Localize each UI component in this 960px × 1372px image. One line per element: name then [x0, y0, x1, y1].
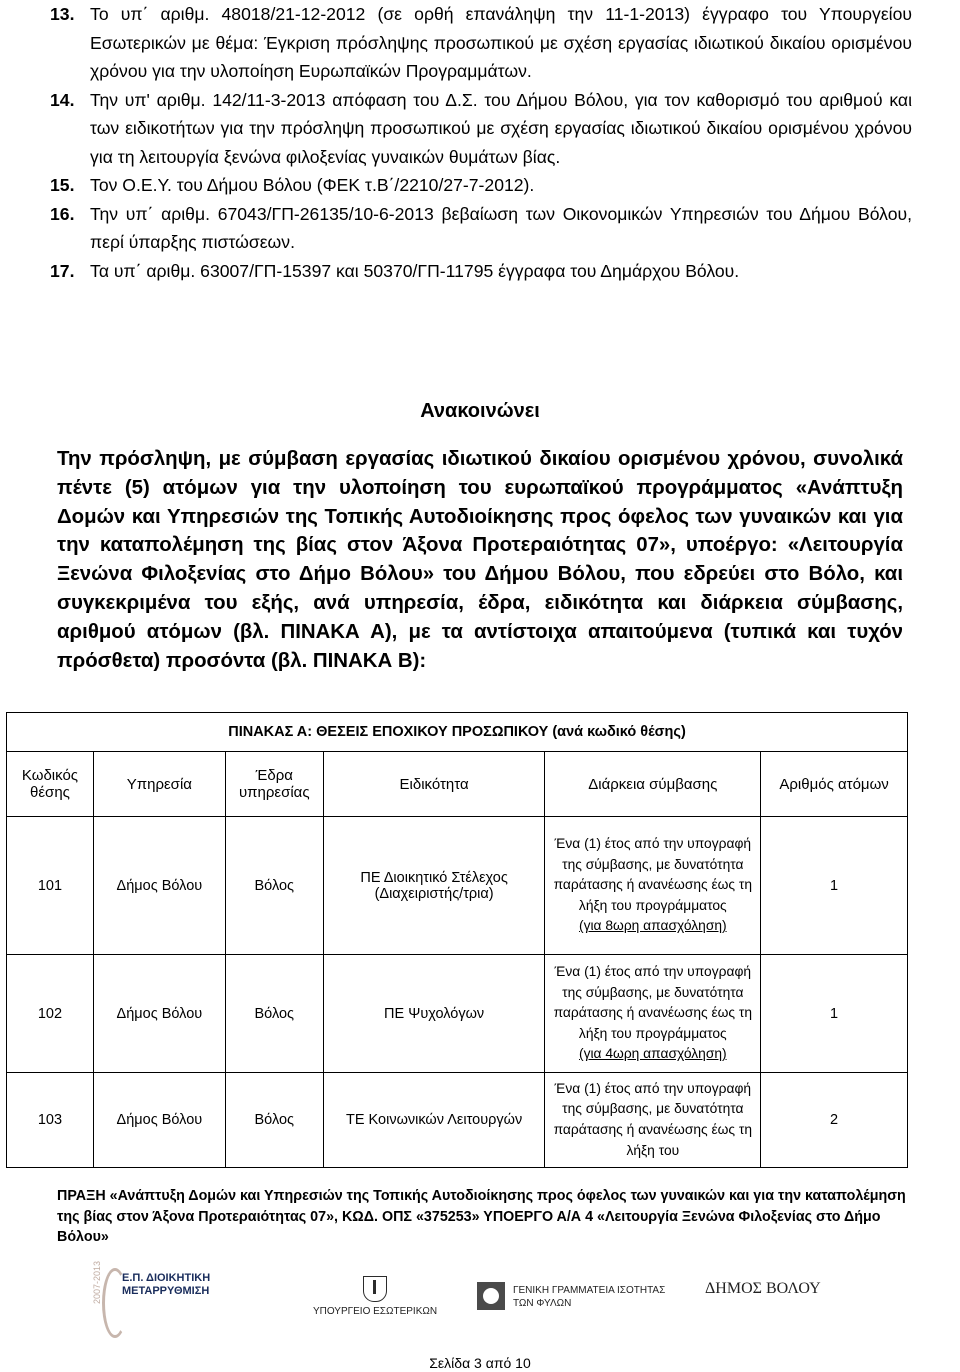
list-item-text: Το υπ΄ αριθμ. 48018/21-12-2012 (σε ορθή επανάληψη την 11-1-2013) έγγραφο του Υπουργείου Εσωτερικών με θέμα: Έγκριση πρόσληψης προσωπικού με σχέση εργασίας ιδιωτικού δικαίου ορισμένου χρόνου για την υλοποίηση Ευρωπαϊκών Προγραμμάτων. [90, 4, 912, 81]
list-item [50, 200, 912, 257]
list-item-number: 17. [50, 260, 75, 281]
list-item-number: 15. [50, 175, 75, 195]
cell-specialty: ΤΕ Κοινωνικών Λειτουργών [323, 1073, 545, 1168]
cell-code: 103 [7, 1073, 94, 1168]
table-header-row [7, 752, 908, 817]
table-title: ΠΙΝΑΚΑΣ Α: ΘΕΣΕΙΣ ΕΠΟΧΙΚΟΥ ΠΡΟΣΩΠΙΚΟΥ (ανά κωδικό θέσης) [7, 713, 908, 752]
list-item-text: Τα υπ΄ αριθμ. 63007/ΓΠ-15397 και 50370/ΓΠ-11795 έγγραφα του Δημάρχου Βόλου. [90, 260, 740, 281]
list-item-text: Την υπ΄ αριθμ. 67043/ΓΠ-26135/10-6-2013 βεβαίωση των Οικονομικών Υπηρεσιών του Δήμου Βόλου, περί ύπαρξης πιστώσεων. [90, 203, 912, 252]
header-code: Κωδικός θέσης [7, 752, 94, 817]
ministry-logo [300, 1276, 450, 1326]
gender-equality-logo [477, 1282, 677, 1322]
duration-text: Ένα (1) έτος από την υπογραφή της σύμβασης, με δυνατότητα παράτασης ή ανανέωσης έως τη λήξη του προγράμματος [553, 836, 753, 913]
list-item [50, 171, 912, 200]
cell-specialty: ΠΕ Ψυχολόγων [323, 955, 545, 1073]
positions-table [6, 712, 908, 1168]
legal-basis-list [50, 0, 912, 285]
announcement-title: Ανακοινώνει [420, 400, 540, 422]
header-duration: Διάρκεια σύμβασης [545, 752, 761, 817]
cell-service: Δήμος Βόλου [93, 955, 225, 1073]
cell-seat: Βόλος [225, 1073, 323, 1168]
cell-count: 2 [761, 1073, 908, 1168]
municipality-logo-text: ΔΗΜΟΣ ΒΟΛΟΥ [705, 1280, 821, 1297]
list-item-number: 13. [50, 4, 75, 24]
cell-duration [545, 955, 761, 1073]
ep-logo-text: Ε.Π. ΔΙΟΙΚΗΤΙΚΗ ΜΕΤΑΡΡΥΘΜΙΣΗ [122, 1272, 211, 1297]
cell-service: Δήμος Βόλου [93, 817, 225, 955]
list-item-text: Τον Ο.Ε.Υ. του Δήμου Βόλου (ΦΕΚ τ.Β΄/2210/27-7-2012). [90, 175, 535, 195]
list-item [50, 0, 912, 86]
gender-equality-label: ΓΕΝΙΚΗ ΓΡΑΜΜΑΤΕΙΑ ΙΣΟΤΗΤΑΣ ΤΩΝ ΦΥΛΩΝ [513, 1285, 666, 1309]
list-item [50, 257, 912, 286]
duration-note: (για 8ωρη απασχόληση) [579, 918, 727, 934]
header-seat: Έδρα υπηρεσίας [225, 752, 323, 817]
sponsor-logos [0, 1256, 960, 1336]
header-count: Αριθμός ατόμων [761, 752, 908, 817]
table-row [7, 955, 908, 1073]
cell-specialty: ΠΕ Διοικητικό Στέλεχος (Διαχειριστής/τρια) [323, 817, 545, 955]
crest-icon [363, 1276, 387, 1302]
list-item-text: Την υπ' αριθμ. 142/11-3-2013 απόφαση του Δ.Σ. του Δήμου Βόλου, για τον καθορισμό του αριθμού και των ειδικοτήτων για την πρόσληψη προσωπικού με σχέση εργασίας ιδιωτικού δικαίου ορισμένου χρόνου για τη λειτουργία ξενώνα φιλοξενίας γυναικών θυμάτων βίας. [90, 89, 912, 167]
list-item-number: 16. [50, 203, 75, 224]
cell-code: 102 [7, 955, 94, 1073]
duration-text: Ένα (1) έτος από την υπογραφή της σύμβασης, με δυνατότητα παράτασης ή ανανέωσης έως τη λήξη του [553, 1080, 753, 1158]
table-row [7, 817, 908, 955]
cell-count: 1 [761, 955, 908, 1073]
cell-duration [545, 817, 761, 955]
list-item [50, 86, 912, 172]
gender-equality-icon [477, 1282, 505, 1310]
cell-seat: Βόλος [225, 817, 323, 955]
page-number: Σελίδα 3 από 10 [429, 1355, 531, 1371]
ministry-label: ΥΠΟΥΡΓΕΙΟ ΕΣΩΤΕΡΙΚΩΝ [312, 1306, 438, 1317]
duration-text: Ένα (1) έτος από την υπογραφή της σύμβασης, με δυνατότητα παράτασης ή ανανέωσης έως τη λήξη του προγράμματος [553, 964, 753, 1041]
header-service: Υπηρεσία [93, 752, 225, 817]
cell-duration [545, 1073, 761, 1168]
announcement-body: Την πρόσληψη, με σύμβαση εργασίας ιδιωτικού δικαίου ορισμένου χρόνου, συνολικά πέντε (5) ατόμων για την υλοποίηση του ευρωπαϊκού προγράμματος «Ανάπτυξη Δομών και Υπηρεσιών της Τοπικής Αυτοδιοίκησης προς όφελος των γυναικών και για την καταπολέμηση της βίας στον Άξονα Προτεραιότητας 07», υποέργο: «Λειτουργία Ξενώνα Φιλοξενίας στο Δήμο Βόλου» του Δήμου Βόλου, που εδρεύει στο Βόλο, και συγκεκριμένα του εξής, ανά υπηρεσία, έδρα, ειδικότητα και διάρκεια σύμβασης, αριθμού ατόμων (βλ. ΠΙΝΑΚΑ Α), με τα αντίστοιχα απαιτούμενα (τυπικά και τυχόν πρόσθετα) προσόντα (βλ. ΠΙΝΑΚΑ Β): [57, 448, 903, 672]
cell-seat: Βόλος [225, 955, 323, 1073]
ep-years: 2007-2013 [92, 1260, 102, 1304]
cell-code: 101 [7, 817, 94, 955]
project-footer-note: ΠΡΑΞΗ «Ανάπτυξη Δομών και Υπηρεσιών της Τοπικής Αυτοδιοίκησης προς όφελος των γυναικών και για την καταπολέμηση της βίας στον Άξονα Προτεραιότητας 07», ΚΩΔ. ΟΠΣ «375253» ΥΠΟΕΡΓΟ Α/Α 4 «Λειτουργία Ξενώνα Φιλοξενίας στο Δήμο Βόλου» [57, 1188, 906, 1245]
header-specialty: Ειδικότητα [323, 752, 545, 817]
list-item-number: 14. [50, 89, 75, 110]
cell-count: 1 [761, 817, 908, 955]
ep-logo [92, 1260, 242, 1338]
duration-note: (για 4ωρη απασχόληση) [579, 1046, 727, 1062]
table-row [7, 1073, 908, 1168]
cell-service: Δήμος Βόλου [93, 1073, 225, 1168]
